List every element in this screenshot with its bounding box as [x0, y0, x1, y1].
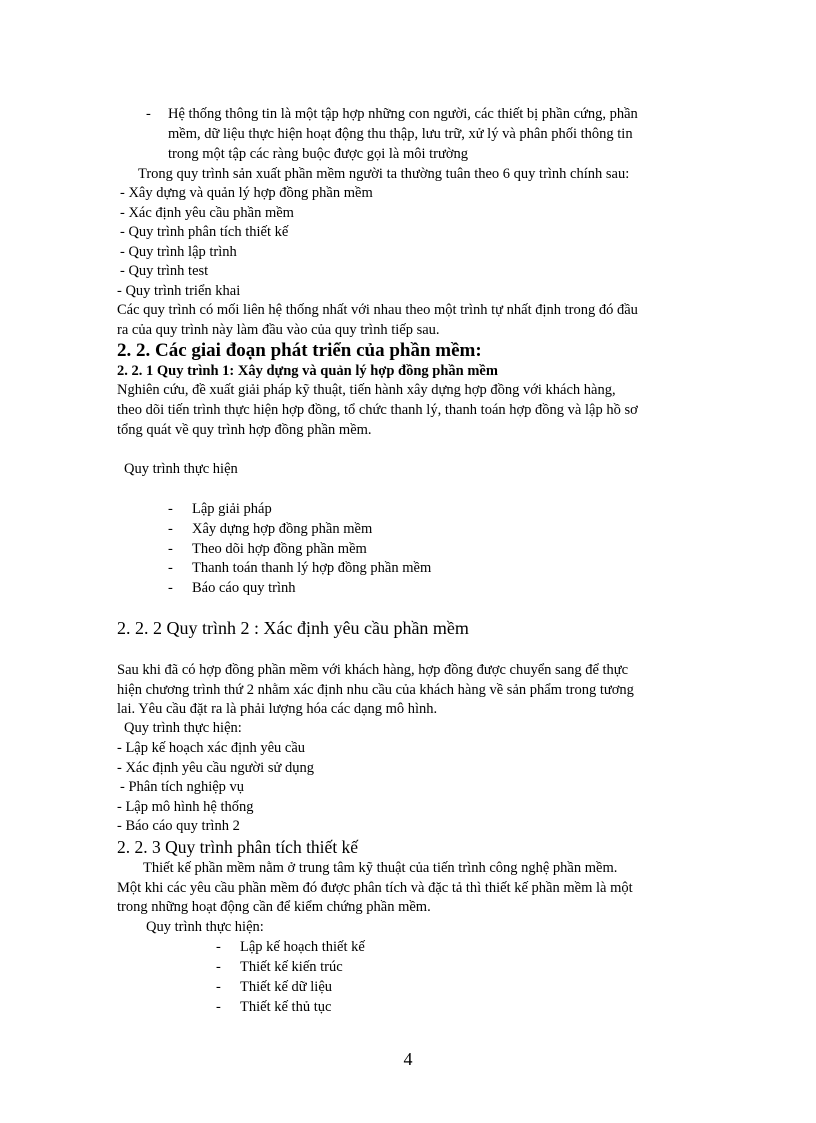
section-2-2-2-body-line: Sau khi đã có hợp đồng phần mềm với khách hàng, hợp đồng được chuyển sang để thực	[117, 662, 629, 678]
step-item: Theo dõi hợp đồng phần mềm	[192, 541, 367, 557]
bullet-dash: -	[168, 580, 173, 596]
bullet-dash: -	[168, 501, 173, 517]
step-item: - Lập kế hoạch xác định yêu cầu	[117, 740, 306, 756]
bullet-dash: -	[216, 979, 221, 995]
section-2-2-3-body-line: trong những hoạt động cần để kiểm chứng phần mềm.	[117, 899, 431, 915]
section-2-2-3-body-line: Một khi các yêu cầu phần mềm đó được phân tích và đặc tả thì thiết kế phần mềm là một	[117, 880, 633, 896]
relation-text-line-1: Các quy trình có mối liên hệ thống nhất với nhau theo một trình tự nhất định trong đó đầu	[117, 302, 638, 318]
relation-text-line-2: ra của quy trình này làm đầu vào của quy trình tiếp sau.	[117, 322, 440, 338]
step-item: Báo cáo quy trình	[192, 580, 296, 596]
step-item: Thiết kế thủ tục	[240, 999, 332, 1015]
bullet-dash: -	[168, 560, 173, 576]
process-list-item: - Quy trình lập trình	[120, 244, 237, 260]
section-2-2-3-body-line: Thiết kế phần mềm nằm ở trung tâm kỹ thuật của tiến trình công nghệ phần mềm.	[143, 860, 618, 876]
bullet-dash: -	[216, 999, 221, 1015]
steps-label: Quy trình thực hiện:	[124, 720, 242, 736]
process-intro: Trong quy trình sản xuất phần mềm người ta thường tuân theo 6 quy trình chính sau:	[138, 166, 630, 182]
section-2-2-1-body-line: theo dõi tiến trình thực hiện hợp đồng, tổ chức thanh lý, thanh toán hợp đồng và lập hồ sơ	[117, 402, 638, 418]
section-2-2-1-body-line: tổng quát về quy trình hợp đồng phần mềm.	[117, 422, 372, 438]
step-item: - Phân tích nghiệp vụ	[120, 779, 245, 795]
intro-bullet-line-1: Hệ thống thông tin là một tập hợp những con người, các thiết bị phần cứng, phần	[168, 106, 638, 122]
bullet-dash: -	[168, 541, 173, 557]
section-heading-2-2-1: 2. 2. 1 Quy trình 1: Xây dựng và quản lý hợp đồng phần mềm	[117, 363, 498, 379]
section-2-2-2-body-line: hiện chương trình thứ 2 nhằm xác định nhu cầu của khách hàng về sản phẩm trong tương	[117, 682, 634, 698]
step-item: - Báo cáo quy trình 2	[117, 818, 240, 834]
section-heading-2-2-2: 2. 2. 2 Quy trình 2 : Xác định yêu cầu phần mềm	[117, 618, 469, 638]
bullet-dash: -	[216, 939, 221, 955]
step-item: - Xác định yêu cầu người sử dụng	[117, 760, 314, 776]
section-heading-2-2: 2. 2. Các giai đoạn phát triển của phần mềm:	[117, 340, 482, 361]
step-item: Xây dựng hợp đồng phần mềm	[192, 521, 373, 537]
steps-label: Quy trình thực hiện	[124, 461, 238, 477]
intro-bullet-line-3: trong một tập các ràng buộc được gọi là môi trường	[168, 146, 469, 162]
step-item: Thanh toán thanh lý hợp đồng phần mềm	[192, 560, 432, 576]
bullet-dash: -	[216, 959, 221, 975]
process-list-item: - Quy trình triển khai	[117, 283, 241, 299]
page-number: 4	[403, 1049, 413, 1069]
step-item: Thiết kế kiến trúc	[240, 959, 343, 975]
process-list-item: - Xây dựng và quản lý hợp đồng phần mềm	[120, 185, 373, 201]
bullet-dash: -	[146, 106, 151, 122]
process-list-item: - Quy trình test	[120, 263, 209, 279]
intro-bullet-line-2: mềm, dữ liệu thực hiện hoạt động thu thập, lưu trữ, xử lý và phân phối thông tin	[168, 126, 633, 142]
section-2-2-1-body-line: Nghiên cứu, đề xuất giải pháp kỹ thuật, tiến hành xây dựng hợp đồng với khách hàng,	[117, 382, 616, 398]
process-list-item: - Xác định yêu cầu phần mềm	[120, 205, 294, 221]
bullet-dash: -	[168, 521, 173, 537]
step-item: Lập kế hoạch thiết kế	[240, 939, 365, 955]
process-list-item: - Quy trình phân tích thiết kế	[120, 224, 289, 240]
steps-label: Quy trình thực hiện:	[146, 919, 264, 935]
step-item: Lập giải pháp	[192, 501, 272, 517]
section-heading-2-2-3: 2. 2. 3 Quy trình phân tích thiết kế	[117, 837, 359, 857]
section-2-2-2-body-line: lai. Yêu cầu đặt ra là phải lượng hóa các dạng mô hình.	[117, 701, 438, 717]
step-item: Thiết kế dữ liệu	[240, 979, 333, 995]
step-item: - Lập mô hình hệ thống	[117, 799, 254, 815]
